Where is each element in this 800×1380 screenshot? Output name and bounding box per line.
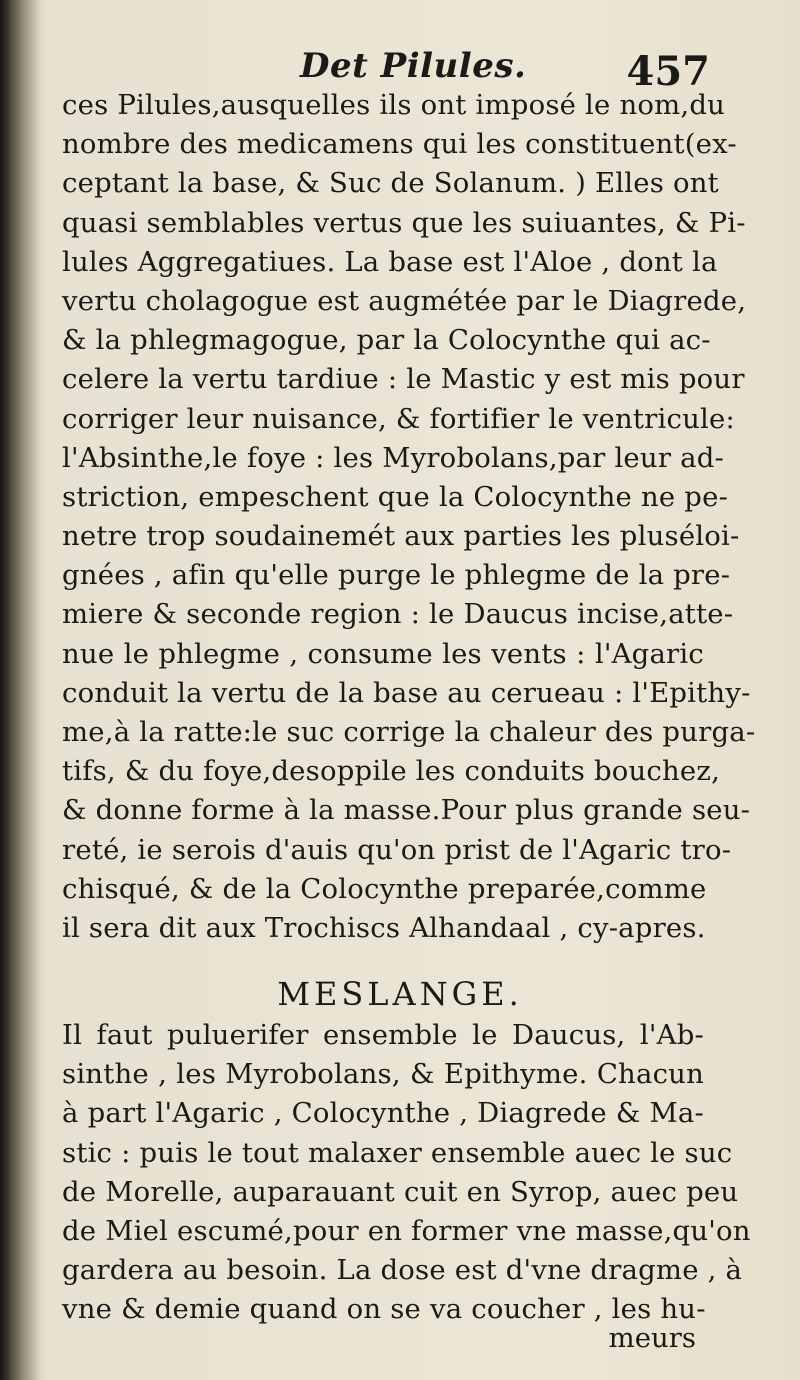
text-line: vne & demie quand on se va coucher , les hu- xyxy=(62,1293,706,1326)
text-line: me,à la ratte:le suc corrige la chaleur des purga- xyxy=(62,716,756,748)
text-line: & donne forme à la masse.Pour plus grande seu- xyxy=(62,794,751,827)
binding-gutter xyxy=(0,0,40,1380)
text-line: de Miel escumé,pour en former vne masse,qu'on xyxy=(62,1214,751,1247)
text-line: il sera dit aux Trochiscs Alhandaal , cy-apres. xyxy=(62,911,706,944)
text-line: & la phlegmagogue, par la Colocynthe qui ac- xyxy=(62,324,711,357)
text-line: à part l'Agaric , Colocynthe , Diagrede & Ma- xyxy=(62,1097,704,1130)
text-line: stic : puis le tout malaxer ensemble auec le suc xyxy=(62,1136,733,1169)
text-line: quasi semblables vertus que les suiuantes, & Pi- xyxy=(62,206,746,239)
text-line: vertu cholagogue est augmétée par le Diagrede, xyxy=(62,284,747,317)
section-heading: MESLANGE. xyxy=(277,974,523,1013)
text-line: celere la vertu tardiue : le Mastic y est mis pour xyxy=(62,363,745,396)
text-line: miere & seconde region : le Daucus incise,atte- xyxy=(62,598,734,631)
text-line: l'Absinthe,le foye : les Myrobolans,par leur ad- xyxy=(62,441,724,474)
text-line: reté, ie serois d'auis qu'on prist de l'Agaric tro- xyxy=(62,833,732,866)
text-line: sinthe , les Myrobolans, & Epithyme. Chacun xyxy=(62,1058,704,1091)
text-line: nue le phlegme , consume les vents : l'Agaric xyxy=(62,637,704,670)
text-line: tifs, & du foye,desoppile les conduits bouchez, xyxy=(62,755,721,788)
paragraph-2 xyxy=(62,1016,751,1330)
text-line: nombre des medicamens qui les constituent(ex- xyxy=(62,128,737,161)
text-line: de Morelle, auparauant cuit en Syrop, auec peu xyxy=(62,1175,739,1208)
text-line: conduit la vertu de la base au cerueau : l'Epithy- xyxy=(62,676,751,709)
text-line: netre trop soudainemét aux parties les pluséloi- xyxy=(62,520,740,553)
text-line: ceptant la base, & Suc de Solanum. ) Elles ont xyxy=(62,167,719,200)
paragraph-1 xyxy=(62,86,756,948)
text-line: corriger leur nuisance, & fortifier le ventricule: xyxy=(62,402,735,435)
text-line: lules Aggregatiues. La base est l'Aloe , dont la xyxy=(62,245,718,278)
catchword: meurs xyxy=(608,1322,696,1354)
text-line: gnées , afin qu'elle purge le phlegme de la pre- xyxy=(62,559,731,592)
text-line: Il faut puluerifer ensemble le Daucus, l'Ab- xyxy=(62,1019,704,1051)
running-title: Det Pilules. xyxy=(300,46,527,86)
text-line: chisqué, & de la Colocynthe preparée,comme xyxy=(62,872,707,905)
text-line: striction, empeschent que la Colocynthe ne pe- xyxy=(62,480,729,513)
page-number: 457 xyxy=(626,48,710,95)
text-line: ces Pilules,ausquelles ils ont imposé le nom,du xyxy=(62,89,726,121)
text-line: gardera au besoin. La dose est d'vne dragme , à xyxy=(62,1254,743,1287)
